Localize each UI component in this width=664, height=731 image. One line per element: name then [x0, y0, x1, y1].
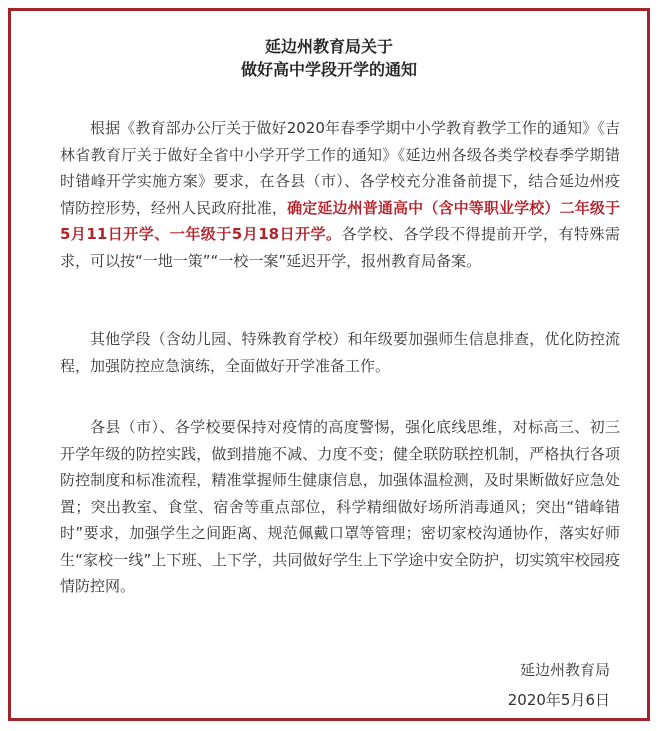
paragraph-1-rest: 各学校、各学段不得提前开学，有特殊需求，可以按“一地一策”“一校一案”延迟开学，报州教育局备案。 [60, 225, 620, 270]
signature-org: 延边州教育局 [519, 661, 610, 679]
signature-date: 2020年5月6日 [507, 691, 610, 709]
notice-frame [8, 8, 650, 721]
paragraph-3: 各县（市）、各学校要保持对疫情的高度警惕，强化底线思维，对标高三、初三开学年级的防控实践，做到措施不减、力度不变；健全联防联控机制，严格执行各项防控制度和标准流程，精准掌握师生健康信息，加强体温检测，及时果断做好应急处置；突出教室、食堂、宿舍等重点部位，科学精细做好场所消毒通风；突出“错峰错时”要求，加强学生之间距离、规范佩戴口罩等管理；密切家校沟通协作，落实好师生“家校一线”上下班、上下学，共同做好学生上下学途中安全防护，切实筑牢校园疫情防控网。 [60, 418, 620, 595]
highlighted-decision: 确定延边州普通高中（含中等职业学校）二年级于5月11日开学、一年级于5月18日开学。 [60, 198, 620, 243]
paragraph-2: 其他学段（含幼儿园、特殊教育学校）和年级要加强师生信息排查，优化防控流程，加强防控应急演练，全面做好开学准备工作。 [60, 330, 620, 375]
title-line-1: 延边州教育局关于 [264, 37, 393, 56]
paragraph-1 [60, 115, 620, 274]
paragraph-1-intro: 根据《教育部办公厅关于做好2020年春季学期中小学教育教学工作的通知》《吉林省教育厅关于做好全省中小学开学工作的通知》《延边州各级各类学校春季学期错时错峰开学实施方案》要求，在各县（市）、各学校充分准备前提下，结合延边州疫情防控形势，经州人民政府批准， [60, 119, 620, 217]
title-line-2: 做好高中学段开学的通知 [240, 60, 417, 79]
